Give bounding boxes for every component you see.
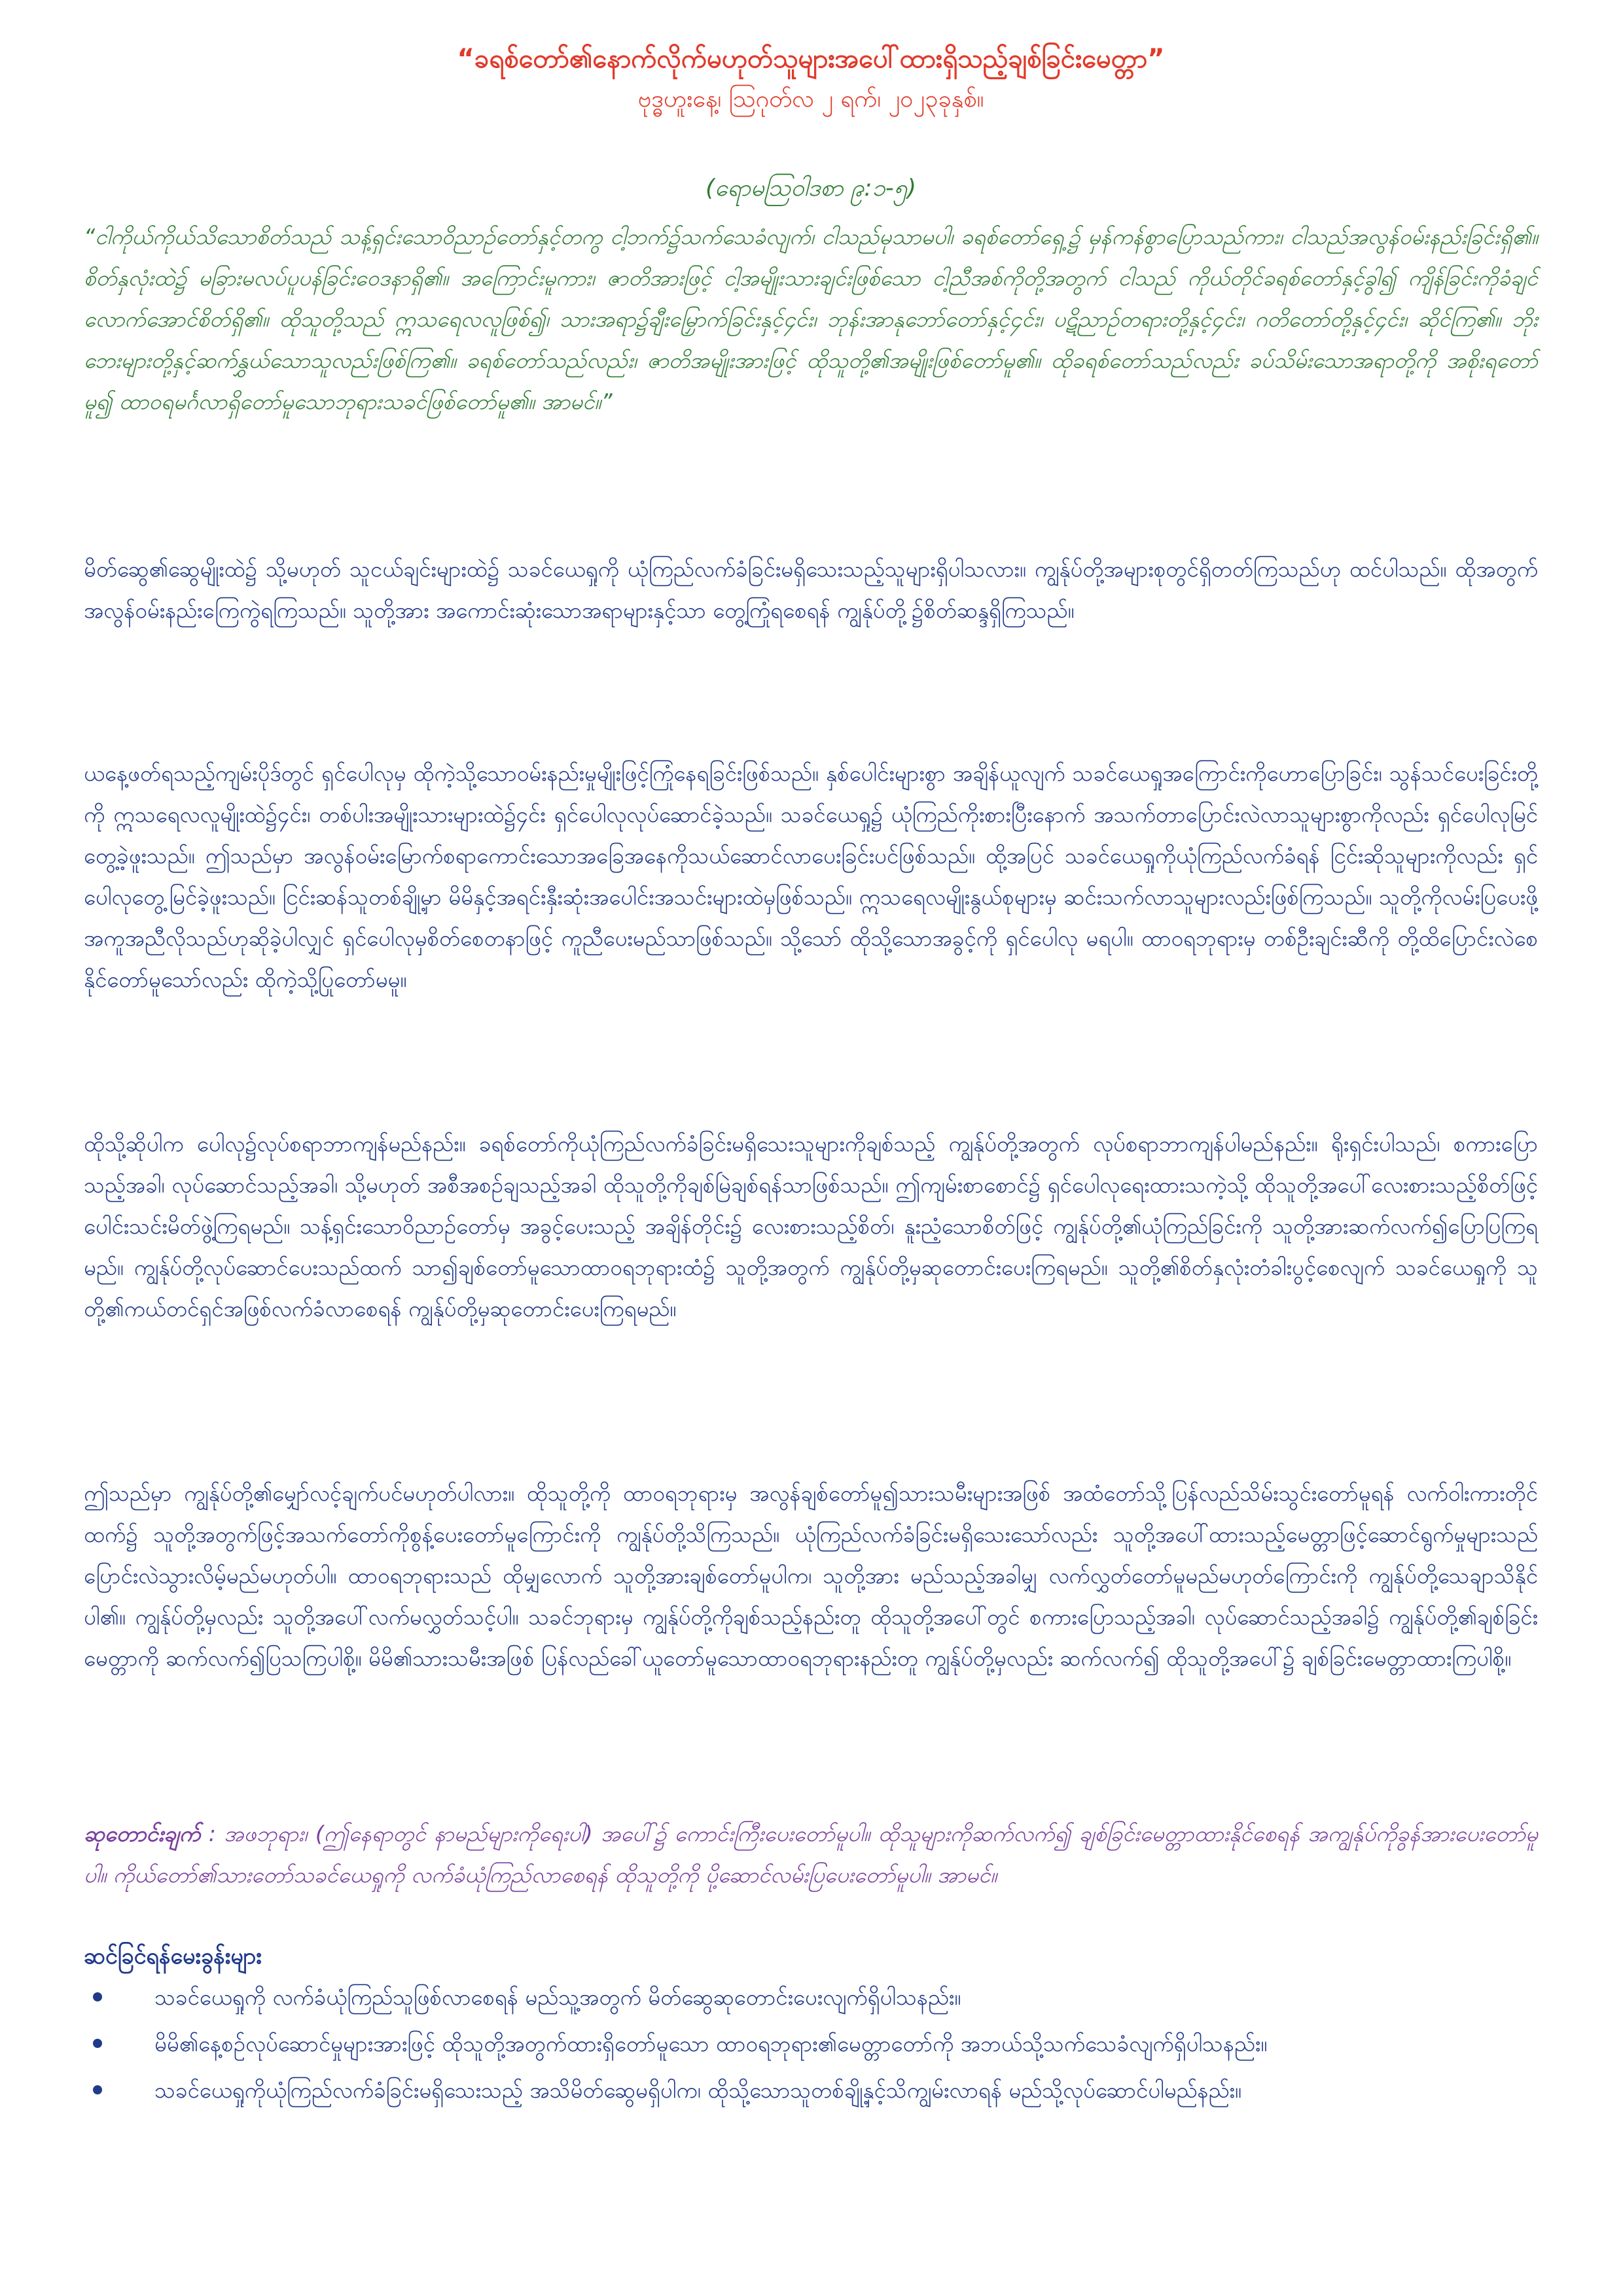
question-item xyxy=(84,1977,1538,2018)
prayer-text: အဖဘုရား၊ (ဤနေရာတွင် နာမည်များကိုရေးပါ) အပေါ်၌ ကောင်းကြီးပေးတော်မူပါ။ ထိုသူများကိုဆက်လက်၍ ချစ်ခြင်းမေတ္တာထားနိုင်စေရန် အကျွန်ုပ်ကိုခွန်အားပေးတော်မူပါ။ ကိုယ်တော်၏သားတော်သခင်ယေရှုကို လက်ခံယုံကြည်လာစေရန် ထိုသူတို့ကို ပို့ဆောင်လမ်းပြပေးတော်မူပါ။ အာမင်။ xyxy=(84,1821,1538,1888)
scripture-reference: (ရောမဩဝါဒစာ ၉:၁-၅) xyxy=(705,175,917,202)
body-paragraph-4: ဤသည်မှာ ကျွန်ုပ်တို့၏မျှော်လင့်ချက်ပင်မဟုတ်ပါလား။ ထိုသူတို့ကို ထာဝရဘုရားမှ အလွန်ချစ်တော်မူ၍သားသမီးများအဖြစ် အထံတော်သို့ပြန်လည်သိမ်းသွင်းတော်မူရန် လက်ဝါးကားတိုင်ထက်၌ သူတို့အတွက်ဖြင့်အသက်တော်ကိုစွန့်ပေးတော်မူကြောင်းကို ကျွန်ုပ်တို့သိကြသည်။ ယုံကြည်လက်ခံခြင်းမရှိသေးသော်လည်း သူတို့အပေါ်ထားသည့်မေတ္တာဖြင့်ဆောင်ရွက်မှုများသည် ပြောင်းလဲသွားလိမ့်မည်မဟုတ်ပါ။ ထာဝရဘုရားသည် ထိုမျှလောက် သူတို့အားချစ်တော်မူပါက၊ သူတို့အား မည်သည့်အခါမျှ လက်လွှတ်တော်မူမည်မဟုတ်ကြောင်းကို ကျွန်ုပ်တို့သေချာသိနိုင်ပါ၏။ ကျွန်ုပ်တို့မှလည်း သူတို့အပေါ်လက်မလွှတ်သင့်ပါ။ သခင်ဘုရားမှ ကျွန်ုပ်တို့ကိုချစ်သည့်နည်းတူ ထိုသူတို့အပေါ်တွင် စကားပြောသည့်အခါ၊ လုပ်ဆောင်သည့်အခါ၌ ကျွန်ုပ်တို့၏ချစ်ခြင်းမေတ္တာကို ဆက်လက်၍ပြသကြပါစို့။ မိမိ၏သားသမီးအဖြစ် ပြန်လည်ခေါ်ယူတော်မူသောထာဝရဘုရားနည်းတူ ကျွန်ုပ်တို့မှလည်း ဆက်လက်၍ ထိုသူတို့အပေါ်၌ ချစ်ခြင်းမေတ္တာထားကြပါစို့။ xyxy=(84,1480,1538,1671)
bullet-icon xyxy=(93,2039,102,2048)
body-paragraph-2: ယနေ့ဖတ်ရသည့်ကျမ်းပိုဒ်တွင် ရှင်ပေါလုမှ ထိုကဲ့သို့သောဝမ်းနည်းမှုမျိုးဖြင့်ကြုံနေရခြင်းဖြစ်သည်။ နှစ်ပေါင်းများစွာ အချိန်ယူလျက် သခင်ယေရှုအကြောင်းကိုဟောပြောခြင်း၊ သွန်သင်ပေးခြင်းတို့ကို ဣသရေလလူမျိုးထဲ၌၄င်း၊ တစ်ပါးအမျိုးသားများထဲ၌၄င်း ရှင်ပေါလုလုပ်ဆောင်ခဲ့သည်။ သခင်ယေရှု၌ ယုံကြည်ကိုးစားပြီးနောက် အသက်တာပြောင်းလဲလာသူများစွာကိုလည်း ရှင်ပေါလုမြင်တွေ့ခဲ့ဖူးသည်။ ဤသည်မှာ အလွန်ဝမ်းမြောက်စရာကောင်းသောအခြေအနေကိုသယ်ဆောင်လာပေးခြင်းပင်ဖြစ်သည်။ ထို့အပြင် သခင်ယေရှုကိုယုံကြည်လက်ခံရန် ငြင်းဆိုသူများကိုလည်း ရှင်ပေါလုတွေ့မြင်ခဲ့ဖူးသည်။ ငြင်းဆန်သူတစ်ချို့မှာ မိမိနှင့်အရင်းနှီးဆုံးအပေါင်းအသင်းများထဲမှဖြစ်သည်။ ဣသရေလမျိုးနွယ်စုများမှ ဆင်းသက်လာသူများလည်းဖြစ်ကြသည်။ သူတို့ကိုလမ်းပြပေးဖို့ အကူအညီလိုသည်ဟုဆိုခဲ့ပါလျှင် ရှင်ပေါလုမှစိတ်စေတနာဖြင့် ကူညီပေးမည်သာဖြစ်သည်။ သို့သော် ထိုသို့သောအခွင့်ကို ရှင်ပေါလု မရပါ။ ထာဝရဘုရားမှ တစ်ဦးချင်းဆီကို တို့ထိပြောင်းလဲစေနိုင်တော်မူသော်လည်း ထိုကဲ့သို့ပြုတော်မမူ။ xyxy=(84,761,1538,992)
prayer-section xyxy=(84,1813,1538,1895)
questions-list xyxy=(84,1977,1538,2116)
scripture-text: “ငါကိုယ်ကိုယ်သိသောစိတ်သည် သန့်ရှင်းသောဝိညာဉ်တော်နှင့်တကွ ငါ့ဘက်၌သက်သေခံလျက်၊ ငါသည်မုသာမပါ၊ ခရစ်တော်ရှေ့၌ မှန်ကန်စွာပြောသည်ကား၊ ငါသည်အလွန်ဝမ်းနည်းခြင်းရှိ၏။ စိတ်နှလုံးထဲ၌ မခြားမလပ်ပူပန်ခြင်းဝေဒနာရှိ၏။ အကြောင်းမူကား၊ ဇာတိအားဖြင့် ငါ့အမျိုးသားချင်းဖြစ်သော ငါ့ညီအစ်ကိုတို့အတွက် ငါသည် ကိုယ်တိုင်ခရစ်တော်နှင့်ခွါ၍ ကျိန်ခြင်းကိုခံချင်လောက်အောင်စိတ်ရှိ၏။ ထိုသူတို့သည် ဣသရေလလူဖြစ်၍၊ သားအရာ၌ချီးမြှောက်ခြင်းနှင့်၄င်း၊ ဘုန်းအာနုဘော်တော်နှင့်၄င်း၊ ပဋိညာဉ်တရားတို့နှင့်၄င်း၊ ဂတိတော်တို့နှင့်၄င်း၊ ဆိုင်ကြ၏။ ဘိုးဘေးများတို့နှင့်ဆက်နွှယ်သောသူလည်းဖြစ်ကြ၏။ ခရစ်တော်သည်လည်း၊ ဇာတိအမျိုးအားဖြင့် ထိုသူတို့၏အမျိုးဖြစ်တော်မူ၏။ ထိုခရစ်တော်သည်လည်း ခပ်သိမ်းသောအရာတို့ကို အစိုးရတော်မူ၍ ထာဝရမင်္ဂလာရှိတော်မူသောဘုရားသခင်ဖြစ်တော်မူ၏။ အာမင်။” xyxy=(84,224,1538,414)
bullet-icon xyxy=(93,2085,102,2094)
devotional-page xyxy=(84,0,1538,2296)
question-text: သခင်ယေရှုကိုယုံကြည်လက်ခံခြင်းမရှိသေးသည့် အသိမိတ်ဆွေမရှိပါက၊ ထိုသို့သောသူတစ်ချို့နှင့်သိကျွမ်းလာရန် မည်သို့လုပ်ဆောင်ပါမည်နည်း။ xyxy=(154,2077,1241,2103)
page-date: ဗုဒ္ဓဟူးနေ့၊ ဩဂုတ်လ ၂ ရက်၊ ၂၀၂၃ခုနှစ်။ xyxy=(637,86,984,113)
prayer-separator: : xyxy=(200,1821,224,1846)
bullet-icon xyxy=(93,1992,102,2001)
question-item xyxy=(84,2023,1538,2064)
question-item xyxy=(84,2070,1538,2111)
body-paragraph-3: ထိုသို့ဆိုပါက ပေါလု၌လုပ်စရာဘာကျန်မည်နည်း။ ခရစ်တော်ကိုယုံကြည်လက်ခံခြင်းမရှိသေးသူများကိုချစ်သည့် ကျွန်ုပ်တို့အတွက် လုပ်စရာဘာကျန်ပါမည်နည်း။ ရိုးရှင်းပါသည်၊ စကားပြောသည့်အခါ၊ လုပ်ဆောင်သည့်အခါ၊ သို့မဟုတ် အစီအစဉ်ချသည့်အခါ ထိုသူတို့ကိုချစ်မြဲချစ်ရန်သာဖြစ်သည်။ ဤကျမ်းစာစောင်၌ ရှင်ပေါလုရေးထားသကဲ့သို့ ထိုသူတို့အပေါ်လေးစားသည့်စိတ်ဖြင့် ပေါင်းသင်းမိတ်ဖွဲ့ကြရမည်။ သန့်ရှင်းသောဝိညာဉ်တော်မှ အခွင့်ပေးသည့် အချိန်တိုင်း၌ လေးစားသည့်စိတ်၊ နူးညံ့သောစိတ်ဖြင့် ကျွန်ုပ်တို့၏ယုံကြည်ခြင်းကို သူတို့အားဆက်လက်၍ပြောပြကြရမည်။ ကျွန်ုပ်တို့လုပ်ဆောင်ပေးသည်ထက် သာ၍ချစ်တော်မူသောထာဝရဘုရားထံ၌ သူတို့အတွက် ကျွန်ုပ်တို့မှဆုတောင်းပေးကြရမည်။ သူတို့၏စိတ်နှလုံးတံခါးပွင့်စေလျက် သခင်ယေရှုကို သူတို့၏ကယ်တင်ရှင်အဖြစ်လက်ခံလာစေရန် ကျွန်ုပ်တို့မှဆုတောင်းပေးကြရမည်။ xyxy=(84,1131,1538,1321)
page-title: “ခရစ်တော်၏နောက်လိုက်မဟုတ်သူများအပေါ်ထားရှိသည့်ချစ်ခြင်းမေတ္တာ” xyxy=(457,44,1165,74)
body-paragraph-1: မိတ်ဆွေ၏ဆွေမျိုးထဲ၌ သို့မဟုတ် သူငယ်ချင်းများထဲ၌ သခင်ယေရှုကို ယုံကြည်လက်ခံခြင်းမရှိသေးသည့်သူများရှိပါသလား။ ကျွန်ုပ်တို့အများစုတွင်ရှိတတ်ကြသည်ဟု ထင်ပါသည်။ ထိုအတွက် အလွန်ဝမ်းနည်းကြေကွဲရကြသည်။ သူတို့အား အကောင်းဆုံးသောအရာများနှင့်သာ တွေ့ကြုံရစေရန် ကျွန်ုပ်တို့၌စိတ်ဆန္ဒရှိကြသည်။ xyxy=(84,556,1538,623)
questions-title: ဆင်ခြင်ရန်မေးခွန်းများ xyxy=(84,1943,262,1969)
question-text: မိမိ၏နေ့စဉ်လုပ်ဆောင်မှုများအားဖြင့် ထိုသူတို့အတွက်ထားရှိတော်မူသော ထာဝရဘုရား၏မေတ္တာတော်ကို အဘယ်သို့သက်သေခံလျက်ရှိပါသနည်း။ xyxy=(154,2031,1268,2056)
prayer-label: ဆုတောင်းချက် xyxy=(84,1821,201,1846)
question-text: သခင်ယေရှုကို လက်ခံယုံကြည်သူဖြစ်လာစေရန် မည်သူ့အတွက် မိတ်ဆွေဆုတောင်းပေးလျက်ရှိပါသနည်း။ xyxy=(154,1984,961,2010)
